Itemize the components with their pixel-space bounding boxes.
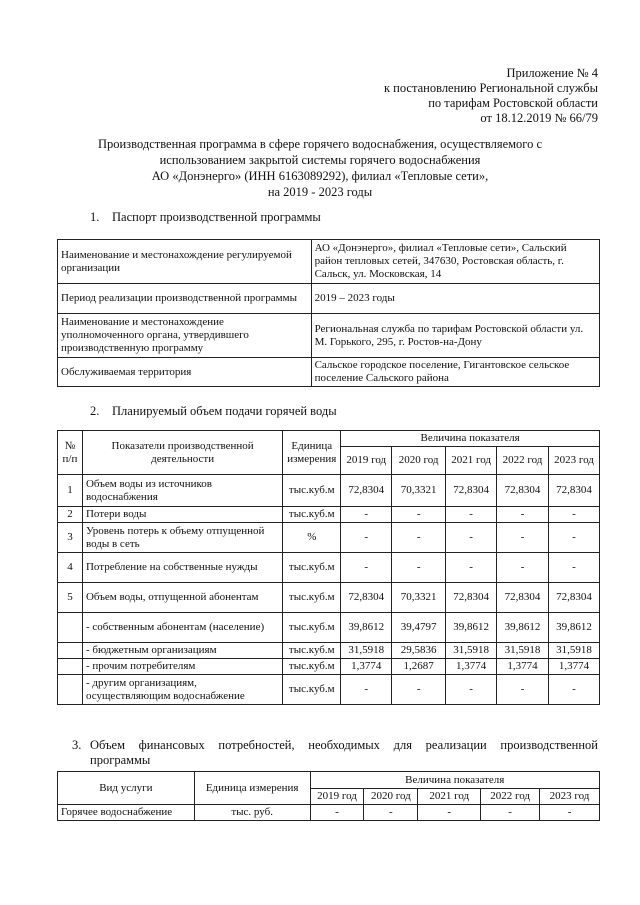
table-row [58, 284, 600, 314]
value-cell: - [497, 507, 549, 523]
table-row [58, 643, 600, 659]
value-cell: 72,8304 [549, 475, 600, 507]
col-header-num: № п/п [58, 431, 83, 475]
value-cell: - [497, 675, 549, 705]
value-cell: - [549, 507, 600, 523]
unit-cell: тыс.куб.м [283, 507, 341, 523]
value-cell: 1,3774 [446, 659, 497, 675]
section-number: 2. [90, 404, 100, 418]
section3-heading [72, 738, 598, 768]
col-header-year: 2023 год [540, 789, 600, 805]
table-header-row [58, 772, 600, 789]
indicator-cell: Объем воды, отпущенной абонентам [82, 583, 282, 613]
value-cell: 72,8304 [497, 583, 549, 613]
title-line: АО «Донэнерго» (ИНН 6163089292), филиал «Тепловые сети», [151, 169, 489, 183]
passport-label: Обслуживаемая территория [58, 358, 312, 387]
value-cell: - [341, 523, 392, 553]
row-number-cell [58, 643, 83, 659]
col-header-value: Величина показателя [341, 431, 600, 447]
financial-table [57, 771, 600, 821]
value-cell: - [341, 553, 392, 583]
value-cell: 1,3774 [497, 659, 549, 675]
value-cell: - [418, 805, 481, 821]
indicator-cell: Объем воды из источников водоснабжения [82, 475, 282, 507]
unit-cell: тыс.куб.м [283, 675, 341, 705]
indicator-cell: Потребление на собственные нужды [82, 553, 282, 583]
section-number: 3. [72, 738, 82, 752]
value-cell: 1,2687 [392, 659, 446, 675]
value-cell: - [540, 805, 600, 821]
table-row [58, 358, 600, 387]
title-line: использованием закрытой системы горячего водоснабжения [159, 153, 481, 167]
value-cell: 39,8612 [341, 613, 392, 643]
value-cell: 31,5918 [341, 643, 392, 659]
row-number-cell: 2 [58, 507, 83, 523]
value-cell: - [497, 553, 549, 583]
passport-value: АО «Донэнерго», филиал «Тепловые сети», Сальский район тепловых сетей, 347630, Ростовская область, г. Сальск, ул. Московская, 14 [311, 240, 599, 284]
row-number-cell: 1 [58, 475, 83, 507]
table-row [58, 314, 600, 358]
value-cell: - [446, 675, 497, 705]
row-number-cell: 4 [58, 553, 83, 583]
col-header-year: 2023 год [549, 447, 600, 475]
value-cell: - [549, 523, 600, 553]
table-row [58, 659, 600, 675]
value-cell: - [310, 805, 364, 821]
appendix-note [384, 66, 598, 126]
col-header-value: Величина показателя [310, 772, 599, 789]
indicator-cell: - другим организациям, осуществляющим водоснабжение [82, 675, 282, 705]
value-cell: - [392, 553, 446, 583]
value-cell: - [497, 523, 549, 553]
unit-cell: тыс.куб.м [283, 583, 341, 613]
unit-cell: тыс.куб.м [283, 613, 341, 643]
section-title: Паспорт производственной программы [112, 210, 321, 224]
water-volume-table [57, 430, 600, 705]
indicator-cell: Потери воды [82, 507, 282, 523]
indicator-cell: Уровень потерь к объему отпущенной воды в сеть [82, 523, 282, 553]
passport-label: Наименование и местонахождение регулируемой организации [58, 240, 312, 284]
water-volume-body [58, 475, 600, 705]
value-cell: 29,5836 [392, 643, 446, 659]
value-cell: - [341, 675, 392, 705]
section-title: Планируемый объем подачи горячей воды [112, 404, 337, 418]
col-header-year: 2019 год [310, 789, 364, 805]
value-cell: 72,8304 [446, 583, 497, 613]
table-row [58, 240, 600, 284]
col-header-service: Вид услуги [58, 772, 195, 805]
value-cell: 72,8304 [549, 583, 600, 613]
passport-value: 2019 – 2023 годы [311, 284, 599, 314]
passport-value: Сальское городское поселение, Гигантовское сельское поселение Сальского района [311, 358, 599, 387]
passport-label: Период реализации производственной программы [58, 284, 312, 314]
col-header-year: 2021 год [418, 789, 481, 805]
value-cell: 72,8304 [341, 583, 392, 613]
table-row [58, 475, 600, 507]
value-cell: 39,8612 [497, 613, 549, 643]
value-cell: - [446, 523, 497, 553]
value-cell: 70,3321 [392, 583, 446, 613]
col-header-indicator: Показатели производственной деятельности [82, 431, 282, 475]
col-header-year: 2021 год [446, 447, 497, 475]
value-cell: 39,4797 [392, 613, 446, 643]
value-cell: 72,8304 [341, 475, 392, 507]
passport-table [57, 239, 600, 387]
table-row [58, 553, 600, 583]
col-header-year: 2020 год [364, 789, 418, 805]
unit-cell: тыс.куб.м [283, 643, 341, 659]
section1-heading [90, 210, 321, 225]
row-number-cell [58, 659, 83, 675]
row-number-cell [58, 613, 83, 643]
value-cell: - [549, 553, 600, 583]
section-title: Объем финансовых потребностей, необходимых для реализации производственной программы [90, 738, 598, 767]
table-row [58, 675, 600, 705]
title-line: Производственная программа в сфере горячего водоснабжения, осуществляемого с [97, 137, 543, 151]
indicator-cell: - собственным абонентам (население) [82, 613, 282, 643]
value-cell: 70,3321 [392, 475, 446, 507]
passport-value: Региональная служба по тарифам Ростовской области ул. М. Горького, 295, г. Ростов-на-Дону [311, 314, 599, 358]
unit-cell: тыс.куб.м [283, 475, 341, 507]
row-number-cell: 5 [58, 583, 83, 613]
title-line: на 2019 - 2023 годы [267, 185, 373, 199]
value-cell: - [481, 805, 540, 821]
value-cell: 31,5918 [549, 643, 600, 659]
appendix-line: к постановлению Региональной службы [383, 81, 598, 95]
value-cell: - [341, 507, 392, 523]
table-row [58, 523, 600, 553]
value-cell: 39,8612 [549, 613, 600, 643]
value-cell: - [549, 675, 600, 705]
col-header-year: 2020 год [392, 447, 446, 475]
col-header-unit: Единица измерения [194, 772, 310, 805]
table-row [58, 805, 600, 821]
indicator-cell: - прочим потребителям [82, 659, 282, 675]
value-cell: - [392, 507, 446, 523]
value-cell: - [392, 523, 446, 553]
passport-label: Наименование и местонахождение уполномоченного органа, утвердившего производственную программу [58, 314, 312, 358]
section-number: 1. [90, 210, 100, 224]
value-cell: 72,8304 [497, 475, 549, 507]
indicator-cell: - бюджетным организациям [82, 643, 282, 659]
appendix-line: по тарифам Ростовской области [428, 96, 598, 110]
value-cell: 31,5918 [497, 643, 549, 659]
value-cell: 39,8612 [446, 613, 497, 643]
service-cell: Горячее водоснабжение [58, 805, 195, 821]
value-cell: - [446, 507, 497, 523]
value-cell: - [364, 805, 418, 821]
value-cell: 31,5918 [446, 643, 497, 659]
table-row [58, 507, 600, 523]
col-header-year: 2022 год [497, 447, 549, 475]
row-number-cell [58, 675, 83, 705]
col-header-year: 2022 год [481, 789, 540, 805]
value-cell: 72,8304 [446, 475, 497, 507]
unit-cell: тыс.куб.м [283, 659, 341, 675]
table-header-row [58, 431, 600, 447]
value-cell: 1,3774 [549, 659, 600, 675]
table-row [58, 583, 600, 613]
unit-cell: тыс. руб. [194, 805, 310, 821]
appendix-line: от 18.12.2019 № 66/79 [480, 111, 598, 125]
row-number-cell: 3 [58, 523, 83, 553]
value-cell: - [446, 553, 497, 583]
unit-cell: % [283, 523, 341, 553]
section2-heading [90, 404, 337, 419]
value-cell: - [392, 675, 446, 705]
col-header-year: 2019 год [341, 447, 392, 475]
document-title [60, 136, 580, 200]
table-row [58, 613, 600, 643]
appendix-line: Приложение № 4 [506, 66, 598, 80]
value-cell: 1,3774 [341, 659, 392, 675]
unit-cell: тыс.куб.м [283, 553, 341, 583]
col-header-unit: Единица измерения [283, 431, 341, 475]
